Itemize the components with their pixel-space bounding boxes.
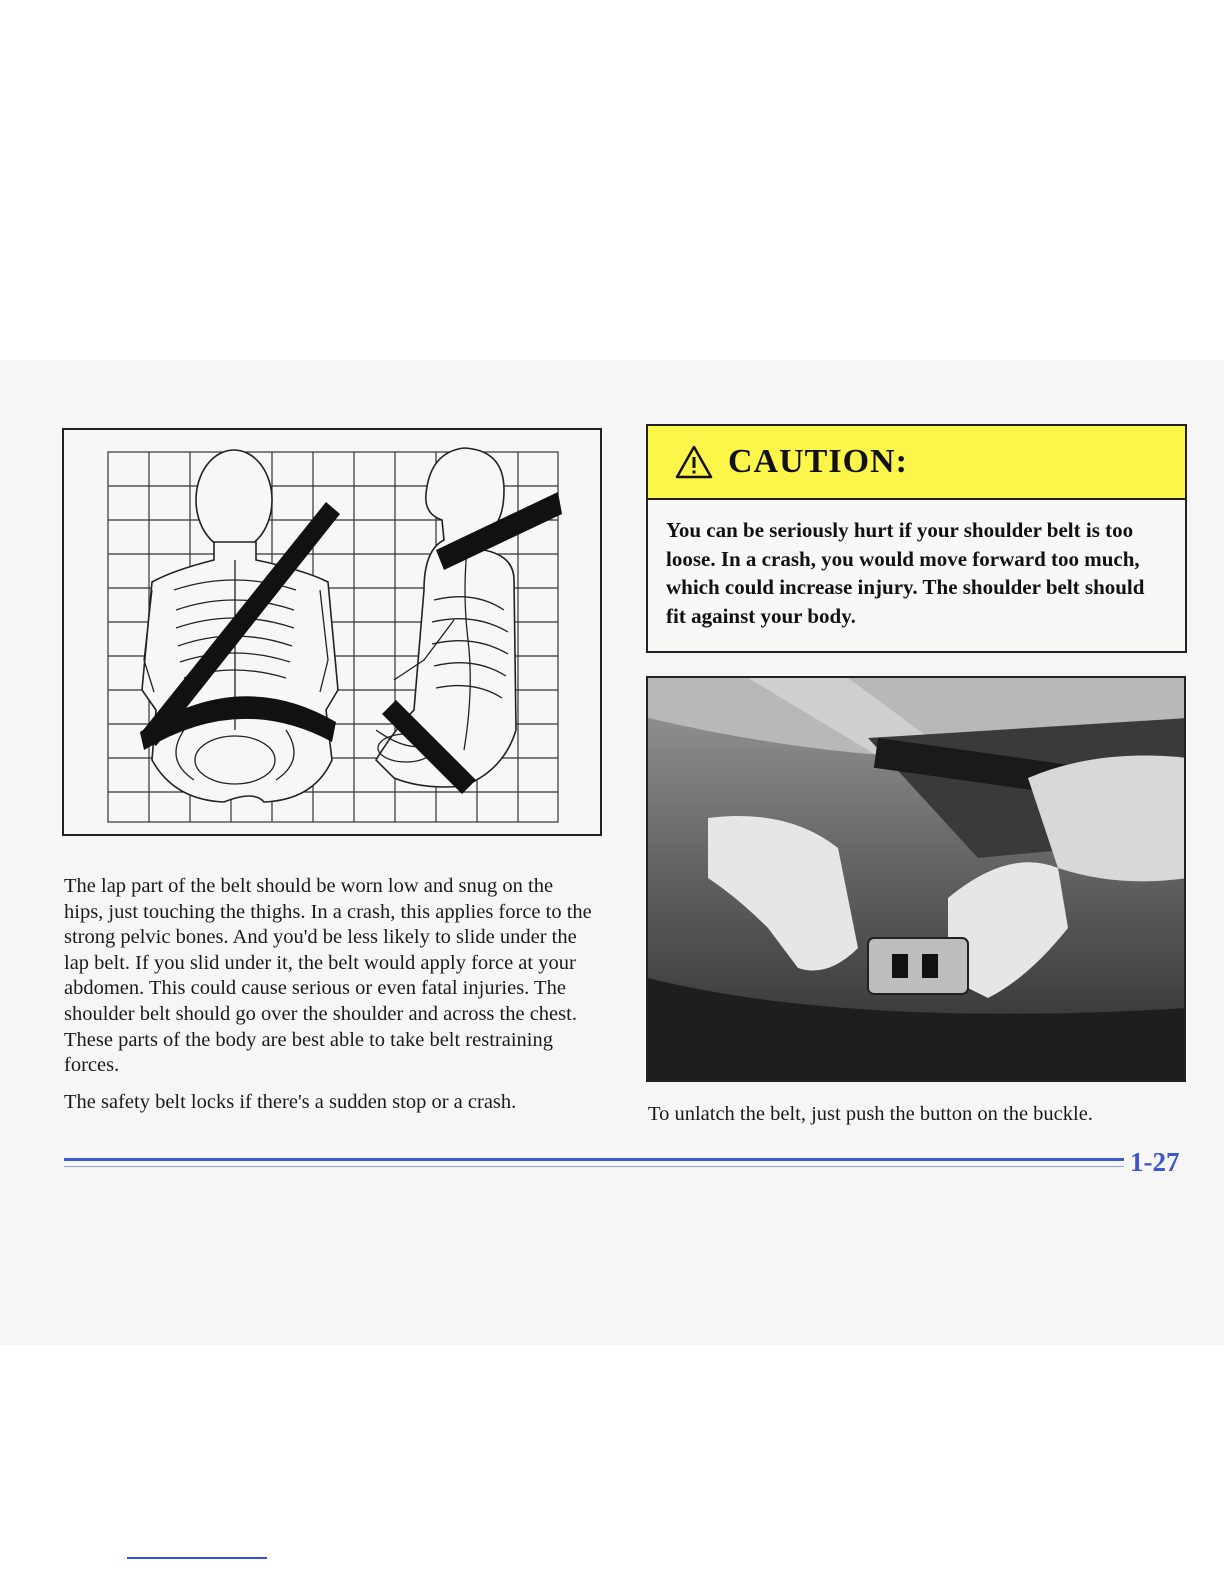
buckle-illustration: [648, 678, 1186, 1082]
warning-triangle-icon: [674, 444, 714, 480]
lap-belt-paragraph: The lap part of the belt should be worn low and snug on the hips, just touching the thighs. In a crash, this applies force to the strong pelvic bones. And you'd be less likely to slide under the lap belt. If you slid under it, the belt would apply force at your abdomen. This could cause serious or even fatal injuries. The shoulder belt should go over the shoulder and across the chest. These parts of the body are best able to take belt restraining forces.: [64, 875, 592, 1077]
belt-locks-paragraph: The safety belt locks if there's a sudden stop or a crash.: [64, 1091, 517, 1113]
footer-rule-thin: [64, 1166, 1124, 1167]
caution-box: [646, 424, 1187, 653]
skeleton-belt-diagram: [62, 428, 602, 836]
buckle-photo: [646, 676, 1186, 1082]
page-number: 1-27: [1130, 1147, 1180, 1177]
caution-header: [648, 426, 1185, 500]
caution-title: CAUTION:: [728, 443, 908, 480]
caution-text: You can be seriously hurt if your shoulder belt is too loose. In a crash, you would move forward too much, which could increase injury. The shoulder belt should fit against your body.: [666, 518, 1145, 628]
skeleton-illustration: [64, 430, 602, 836]
bottom-link-underline: [127, 1557, 267, 1559]
footer-rule: [64, 1158, 1124, 1161]
photo-caption: To unlatch the belt, just push the button on the buckle.: [648, 1103, 1093, 1125]
